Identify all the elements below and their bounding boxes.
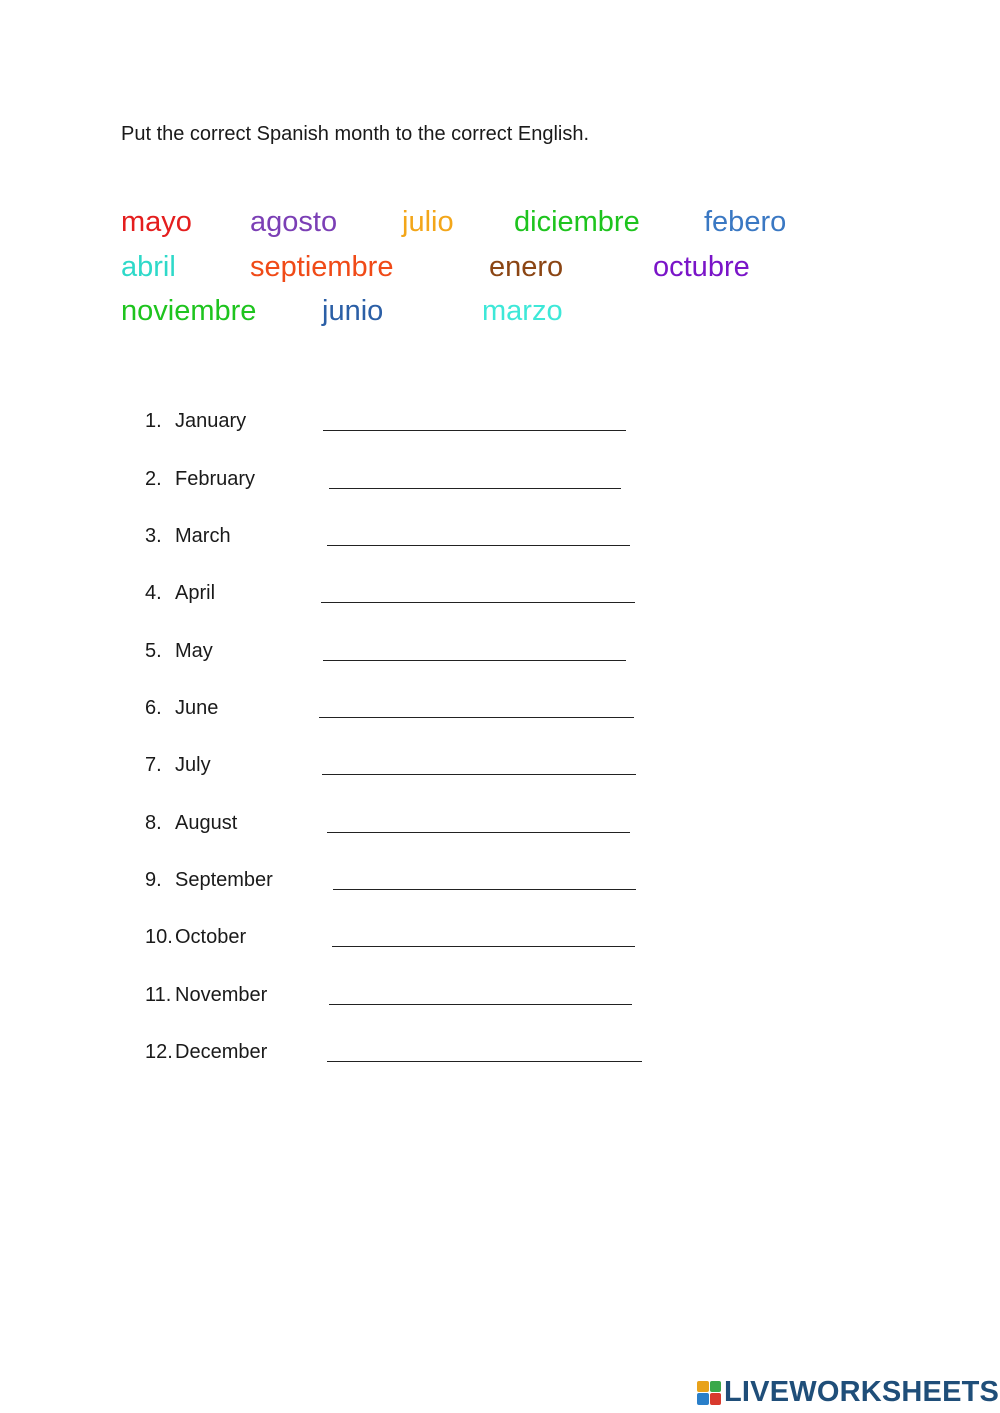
answer-blank[interactable] xyxy=(323,660,626,661)
word-bank-item: diciembre xyxy=(514,206,640,238)
word-bank-item: agosto xyxy=(250,206,338,238)
item-english-month: June xyxy=(175,697,219,719)
item-english-month: December xyxy=(175,1041,268,1063)
item-number: 8. xyxy=(145,812,162,834)
answer-blank[interactable] xyxy=(327,832,630,833)
item-english-month: March xyxy=(175,525,231,547)
item-number: 5. xyxy=(145,640,162,662)
answer-blank[interactable] xyxy=(327,545,630,546)
answer-blank[interactable] xyxy=(323,430,626,431)
logo-text: LIVEWORKSHEETS xyxy=(724,1376,1000,1408)
item-number: 1. xyxy=(145,410,162,432)
answer-blank[interactable] xyxy=(333,889,636,890)
item-number: 10. xyxy=(145,926,173,948)
item-english-month: November xyxy=(175,984,268,1006)
word-bank-item: febero xyxy=(704,206,787,238)
item-english-month: September xyxy=(175,869,273,891)
item-number: 11. xyxy=(145,984,172,1006)
answer-blank[interactable] xyxy=(327,1061,642,1062)
item-number: 9. xyxy=(145,869,162,891)
answer-blank[interactable] xyxy=(329,1004,632,1005)
item-english-month: August xyxy=(175,812,238,834)
word-bank-item: octubre xyxy=(653,251,750,283)
answer-blank[interactable] xyxy=(319,717,634,718)
word-bank-item: mayo xyxy=(121,206,192,238)
answer-blank[interactable] xyxy=(322,774,636,775)
word-bank-item: julio xyxy=(402,206,454,238)
item-number: 3. xyxy=(145,525,162,547)
liveworksheets-logo-icon xyxy=(697,1381,721,1405)
item-number: 6. xyxy=(145,697,162,719)
item-english-month: January xyxy=(175,410,247,432)
word-bank-item: marzo xyxy=(482,295,563,327)
answer-blank[interactable] xyxy=(321,602,635,603)
liveworksheets-logo xyxy=(697,1378,999,1407)
item-number: 12. xyxy=(145,1041,173,1063)
item-number: 2. xyxy=(145,468,162,490)
word-bank-item: septiembre xyxy=(250,251,394,283)
item-english-month: October xyxy=(175,926,247,948)
word-bank-item: junio xyxy=(322,295,384,327)
item-english-month: July xyxy=(175,754,211,776)
instructions-text: Put the correct Spanish month to the correct English. xyxy=(121,123,590,145)
word-bank-item: abril xyxy=(121,251,176,283)
item-english-month: April xyxy=(175,582,216,604)
item-english-month: May xyxy=(175,640,213,662)
answer-blank[interactable] xyxy=(329,488,621,489)
item-english-month: February xyxy=(175,468,256,490)
word-bank-item: noviembre xyxy=(121,295,257,327)
word-bank-item: enero xyxy=(489,251,564,283)
item-number: 4. xyxy=(145,582,162,604)
item-number: 7. xyxy=(145,754,162,776)
answer-blank[interactable] xyxy=(332,946,635,947)
